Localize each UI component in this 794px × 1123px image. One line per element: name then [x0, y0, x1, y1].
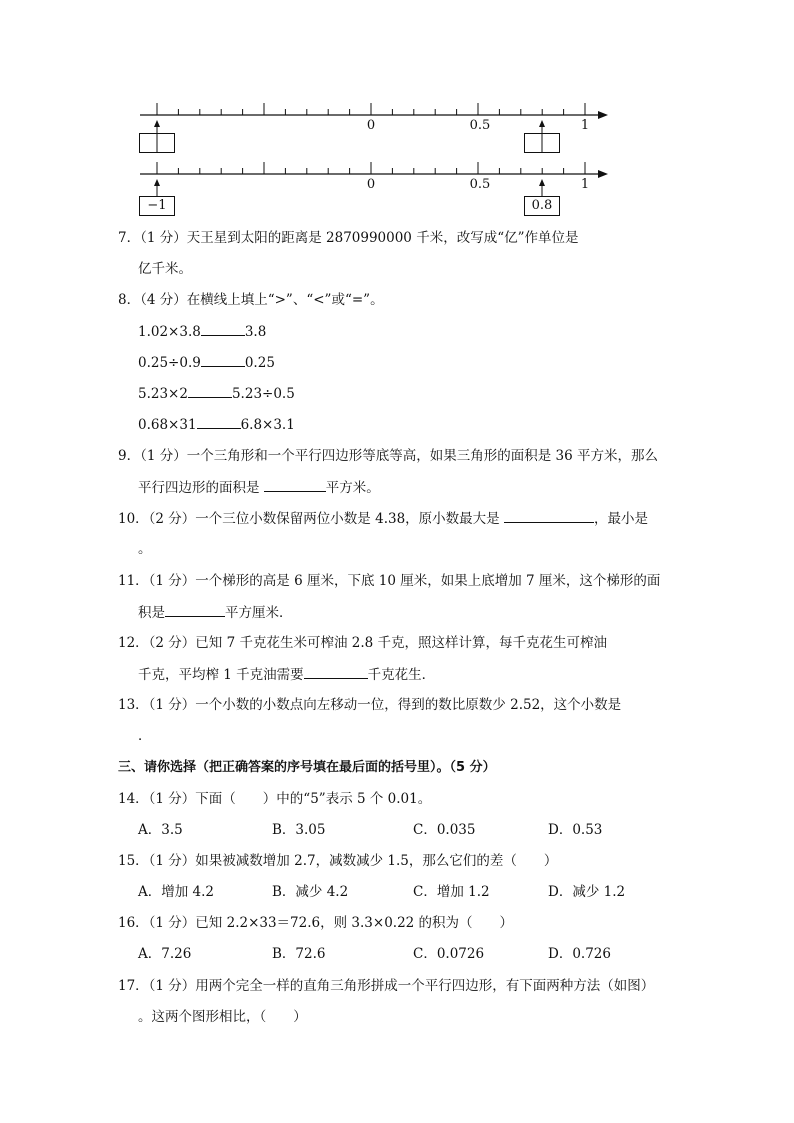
option-a[interactable]: A．7.26	[138, 946, 192, 962]
option-d[interactable]: D．0.726	[548, 946, 611, 962]
question-13-text: 13．（1 分）一个小数的小数点向左移动一位，得到的数比原数少 2.52，这个小数是	[118, 697, 622, 713]
option-c[interactable]: C．增加 1.2	[413, 884, 490, 900]
question-12-text: 12．（2 分）已知 7 千克花生米可榨油 2.8 千克，照这样计算，每千克花生可榨油	[118, 635, 608, 651]
question-10-mid: ，最小是	[593, 511, 648, 527]
question-14-options	[138, 820, 698, 840]
question-12-prefix: 千克，平均榨 1 千克油需要	[138, 667, 304, 683]
tick-label-0: 0	[366, 177, 376, 192]
fill-blank[interactable]	[201, 321, 245, 336]
question-16-options	[138, 944, 698, 964]
fill-blank[interactable]	[304, 664, 368, 679]
question-11-line2	[138, 602, 293, 623]
question-15	[118, 851, 557, 871]
question-17-text: 17．（1 分）用两个完全一样的直角三角形拼成一个平行四边形，有下面两种方法（如图）	[118, 978, 655, 994]
question-9-prefix: 平行四边形的面积是	[138, 480, 260, 496]
option-a[interactable]: A．3.5	[138, 822, 183, 838]
tick-label-0.5: 0.5	[469, 118, 491, 133]
question-17-line2	[138, 1007, 307, 1027]
q8-item-2	[138, 352, 275, 373]
question-15-text: 15．（1 分）如果被减数增加 2.7，减数减少 1.5，那么它们的差（ ）	[118, 853, 558, 869]
option-b[interactable]: B．72.6	[272, 946, 326, 962]
question-7-unit: 亿千米。	[138, 261, 192, 277]
question-14	[118, 789, 431, 809]
question-7-line2	[138, 259, 192, 279]
question-15-options	[138, 882, 698, 902]
question-13	[118, 695, 621, 715]
tick-label-0.5: 0.5	[469, 177, 491, 192]
q8-item-4-left: 0.68×31	[138, 417, 197, 433]
option-d[interactable]: D．减少 1.2	[548, 884, 626, 900]
question-11-prefix: 积是	[138, 605, 165, 621]
answer-box-right: 0.8	[524, 196, 560, 216]
question-13-end: ．	[138, 728, 152, 744]
question-13-line2	[138, 726, 152, 746]
question-7-text: 7．（1 分）天王星到太阳的距离是 2870990000 千米，改写成“亿”作单位是	[118, 230, 579, 246]
question-10-text: 10．（2 分）一个三位小数保留两位小数是 4.38，原小数最大是	[118, 511, 500, 527]
option-b[interactable]: B．减少 4.2	[272, 884, 349, 900]
fill-blank[interactable]	[165, 602, 225, 617]
q8-item-1-right: 3.8	[244, 324, 267, 340]
question-16	[118, 913, 513, 933]
question-11-suffix: 平方厘米．	[225, 605, 293, 621]
question-8-text: 8．（4 分）在横线上填上“>”、“<”或“=”。	[118, 292, 384, 308]
question-17	[118, 976, 654, 996]
fill-blank[interactable]	[188, 383, 232, 398]
question-16-text: 16．（1 分）已知 2.2×33＝72.6，则 3.3×0.22 的积为（ ）	[118, 915, 514, 931]
q8-item-4	[138, 414, 295, 435]
question-8	[118, 290, 384, 310]
q8-item-1	[138, 321, 266, 342]
question-12-line2	[138, 664, 435, 685]
question-12-suffix: 千克花生．	[367, 667, 436, 683]
q8-item-3-right: 5.23÷0.5	[231, 386, 295, 402]
question-9	[118, 446, 658, 466]
option-c[interactable]: C．0.0726	[413, 946, 485, 962]
option-b[interactable]: B．3.05	[272, 822, 326, 838]
q8-item-4-right: 6.8×3.1	[240, 417, 295, 433]
section-3-heading: 三、请你选择（把正确答案的序号填在最后面的括号里）。（5 分）	[118, 760, 496, 775]
tick-label-1: 1	[580, 177, 590, 192]
answer-box-left: −1	[139, 196, 175, 216]
question-10-end: 。	[138, 541, 152, 557]
question-9-line2	[138, 477, 380, 498]
question-11	[118, 571, 660, 591]
q8-item-2-right: 0.25	[244, 355, 275, 371]
q8-item-1-left: 1.02×3.8	[138, 324, 201, 340]
tick-label-0: 0	[366, 118, 376, 133]
question-14-text: 14．（1 分）下面（ ）中的“5”表示 5 个 0.01。	[118, 791, 432, 807]
question-11-text: 11．（1 分）一个梯形的高是 6 厘米，下底 10 厘米，如果上底增加 7 厘米，这个梯形的面	[118, 573, 661, 589]
fill-blank[interactable]	[201, 352, 245, 367]
option-d[interactable]: D．0.53	[548, 822, 603, 838]
q8-item-3	[138, 383, 295, 404]
question-9-text: 9．（1 分）一个三角形和一个平行四边形等底等高，如果三角形的面积是 36 平方米，那么	[118, 448, 658, 464]
question-10-line2	[138, 539, 152, 559]
option-c[interactable]: C．0.035	[413, 822, 476, 838]
fill-blank[interactable]	[264, 477, 326, 492]
q8-item-2-left: 0.25÷0.9	[138, 355, 201, 371]
tick-label-1: 1	[580, 118, 590, 133]
q8-item-3-left: 5.23×2	[138, 386, 188, 402]
number-line-1	[130, 90, 620, 150]
question-7	[118, 228, 579, 248]
question-10	[118, 508, 648, 529]
number-line-2	[130, 149, 620, 213]
question-12	[118, 633, 607, 653]
question-17-end: 。这两个图形相比，（ ）	[138, 1009, 307, 1025]
fill-blank[interactable]	[197, 414, 241, 429]
option-a[interactable]: A．增加 4.2	[138, 884, 215, 900]
question-9-suffix: 平方米。	[325, 480, 380, 496]
fill-blank[interactable]	[504, 508, 594, 523]
